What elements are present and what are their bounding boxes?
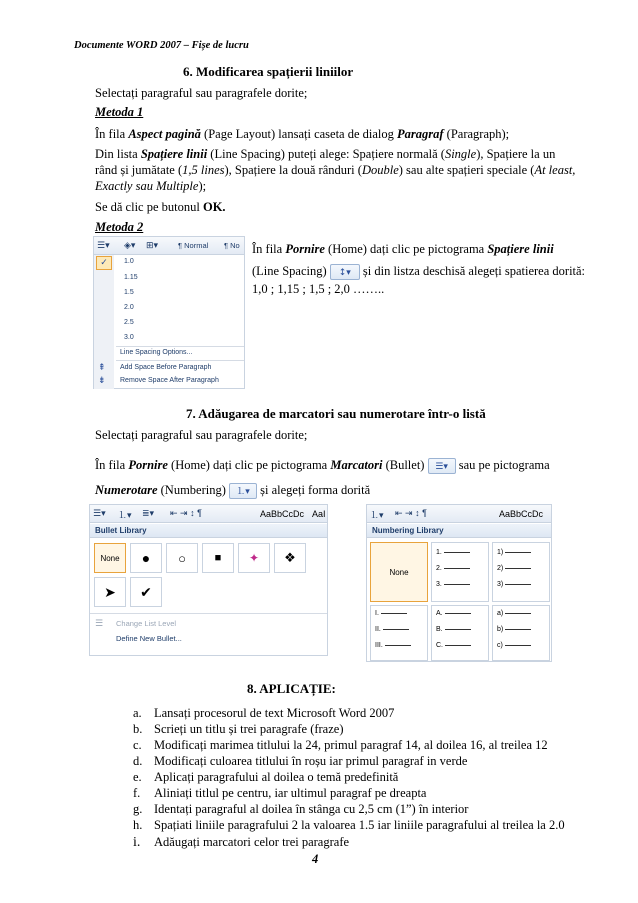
list-item: d. Modificați culoarea titlului în roșu iar primul paragraf in verde (133, 754, 468, 768)
s7-line2: Numerotare (Numbering) ⒈▾ și alegeți forma dorită (95, 483, 371, 498)
page-header: Documente WORD 2007 – Fișe de lucru (74, 40, 249, 51)
numbering-option-1-dot[interactable]: 1. 2. 3. (431, 542, 489, 602)
add-space-icon: ⇞ (98, 362, 106, 372)
numbering-library-title: Numbering Library (367, 524, 551, 538)
bullet-square[interactable]: ■ (202, 543, 234, 573)
menu-divider (90, 613, 327, 614)
list-item: g. Identați paragraful al doilea în stânga cu 2,5 cm (1”) în interior (133, 802, 469, 816)
remove-space-icon: ⇟ (98, 375, 106, 385)
indent-icons[interactable]: ⇤ ⇥ ↕ ¶ (170, 508, 202, 518)
numbering-none-option[interactable]: None (370, 542, 428, 602)
section-8-title: 8. APLICAȚIE: (247, 681, 336, 696)
ribbon-strip (367, 505, 551, 523)
menu-item-2-5[interactable]: 2.5 (124, 319, 134, 326)
bullet-arrowhead[interactable]: ➤ (94, 577, 126, 607)
s6-method1-label: Metoda 1 (95, 105, 144, 119)
list-item: f. Aliniați titlul pe centru, iar ultimul paragraf pe dreapta (133, 786, 427, 800)
bullet-none-option[interactable]: None (94, 543, 126, 573)
list-item: i. Adăugați marcatori celor trei paragrafe (133, 835, 350, 850)
style-preview-2[interactable]: AaI (312, 509, 326, 519)
bullet-arrows[interactable]: ✦ (238, 543, 270, 573)
line-spacing-icon: ↕▾ (330, 264, 360, 280)
list-item: h. Spațiati liniile paragrafului 2 la valoarea 1.5 iar liniile paragrafului al treilea la 2.0 (133, 818, 565, 832)
menu-item-1-0[interactable]: 1.0 (124, 258, 134, 265)
shading-icon[interactable]: ◈▾ (124, 240, 136, 250)
menu-item-3-0[interactable]: 3.0 (124, 334, 134, 341)
bullet-filled-circle[interactable]: ● (130, 543, 162, 573)
style-no-spacing[interactable]: ¶ No (224, 241, 240, 250)
numbering-icon[interactable]: ⒈▾ (118, 510, 132, 520)
numbering-option-roman[interactable]: I. II. III. (370, 605, 428, 661)
s6-m1-line1: În fila Aspect pagină (Page Layout) lansați caseta de dialog Paragraf (Paragraph); (95, 127, 510, 141)
s6-m1-line5: Se dă clic pe butonul OK. (95, 200, 226, 214)
section-6-title: 6. Modificarea spațierii liniilor (183, 64, 354, 79)
numbering-option-upper-alpha[interactable]: A. B. C. (431, 605, 489, 661)
menu-line-spacing-options[interactable]: Line Spacing Options... (120, 349, 193, 356)
line-spacing-menu-screenshot (93, 236, 245, 389)
bullet-library-title: Bullet Library (90, 524, 327, 538)
ribbon-strip (94, 237, 244, 255)
s6-m1-line3: rând și jumătate (1,5 lines), Spațiere la două rânduri (Double) sau alte spațieri speciale (At least, (95, 163, 576, 177)
list-item: b. Scrieți un titlu și trei paragrafe (fraze) (133, 722, 344, 736)
line-spacing-icon[interactable]: ☰▾ (97, 240, 110, 250)
change-list-level-item[interactable]: Change List Level (116, 619, 177, 628)
numbering-option-lower-alpha[interactable]: a) b) c) (492, 605, 550, 661)
style-normal[interactable]: ¶ Normal (178, 241, 209, 250)
style-preview[interactable]: AaBbCcDc (260, 509, 305, 519)
page-number: 4 (312, 852, 319, 866)
menu-divider (116, 346, 244, 347)
bullet-icon: ☰▾ (428, 458, 456, 474)
menu-remove-space-after[interactable]: Remove Space After Paragraph (120, 377, 219, 384)
numbering-icon: ⒈▾ (229, 483, 257, 499)
bullet-hollow-circle[interactable]: ○ (166, 543, 198, 573)
list-item: e. Aplicați paragrafului al doilea o temă predefinită (133, 770, 399, 784)
borders-icon[interactable]: ⊞▾ (146, 240, 159, 250)
bullet-library-screenshot (89, 504, 328, 656)
indent-icons[interactable]: ⇤ ⇥ ↕ ¶ (395, 508, 427, 518)
bullet-icon[interactable]: ☰▾ (93, 508, 106, 518)
bullet-checkmark[interactable]: ✔ (130, 577, 162, 607)
s8-list (133, 705, 565, 851)
multilevel-icon[interactable]: ≣▾ (142, 508, 155, 518)
list-item: c. Modificați marimea titlului la 24, primul paragraf 14, al doilea 16, al treilea 12 (133, 738, 548, 752)
section-7-title: 7. Adăugarea de marcatori sau numerotare într-o listă (186, 406, 486, 421)
menu-item-1-5[interactable]: 1.5 (124, 289, 134, 296)
style-preview[interactable]: AaBbCcDc (499, 509, 544, 519)
change-level-icon: ☰ (95, 618, 104, 628)
s6-m2-line3: 1,0 ; 1,15 ; 1,5 ; 2,0 …….. (252, 282, 385, 296)
numbering-library-screenshot (366, 504, 552, 662)
s6-method2-label: Metoda 2 (95, 220, 144, 234)
menu-item-1-15[interactable]: 1.15 (124, 274, 138, 281)
s7-intro: Selectați paragraful sau paragrafele dorite; (95, 428, 308, 442)
s6-intro: Selectați paragraful sau paragrafele dorite; (95, 86, 308, 100)
s6-m2-line1: În fila Pornire (Home) dați clic pe pictograma Spațiere linii (252, 242, 554, 256)
menu-item-2-0[interactable]: 2.0 (124, 304, 134, 311)
numbering-icon[interactable]: ⒈▾ (370, 510, 384, 520)
bullet-diamonds[interactable]: ❖ (274, 543, 306, 573)
menu-add-space-before[interactable]: Add Space Before Paragraph (120, 364, 212, 371)
s6-m1-line2: Din lista Spațiere linii (Line Spacing) puteți alege: Spațiere normală (Single), Spațiere la un (95, 147, 556, 161)
define-new-bullet-item[interactable]: Define New Bullet... (116, 634, 182, 643)
ribbon-strip (90, 505, 327, 523)
checkmark-icon: ✓ (96, 256, 112, 270)
s6-m2-line2: (Line Spacing) ↕▾ și din listza deschisă alegeți spatierea dorită: (252, 264, 586, 279)
s6-m1-line4: Exactly sau Multiple); (95, 179, 207, 193)
menu-divider-2 (116, 360, 244, 361)
numbering-option-1-paren[interactable]: 1) 2) 3) (492, 542, 550, 602)
list-item: a. Lansați procesorul de text Microsoft Word 2007 (133, 706, 395, 720)
s7-line1: În fila Pornire (Home) dați clic pe pictograma Marcatori (Bullet) ☰▾ sau pe pictograma (95, 458, 550, 473)
